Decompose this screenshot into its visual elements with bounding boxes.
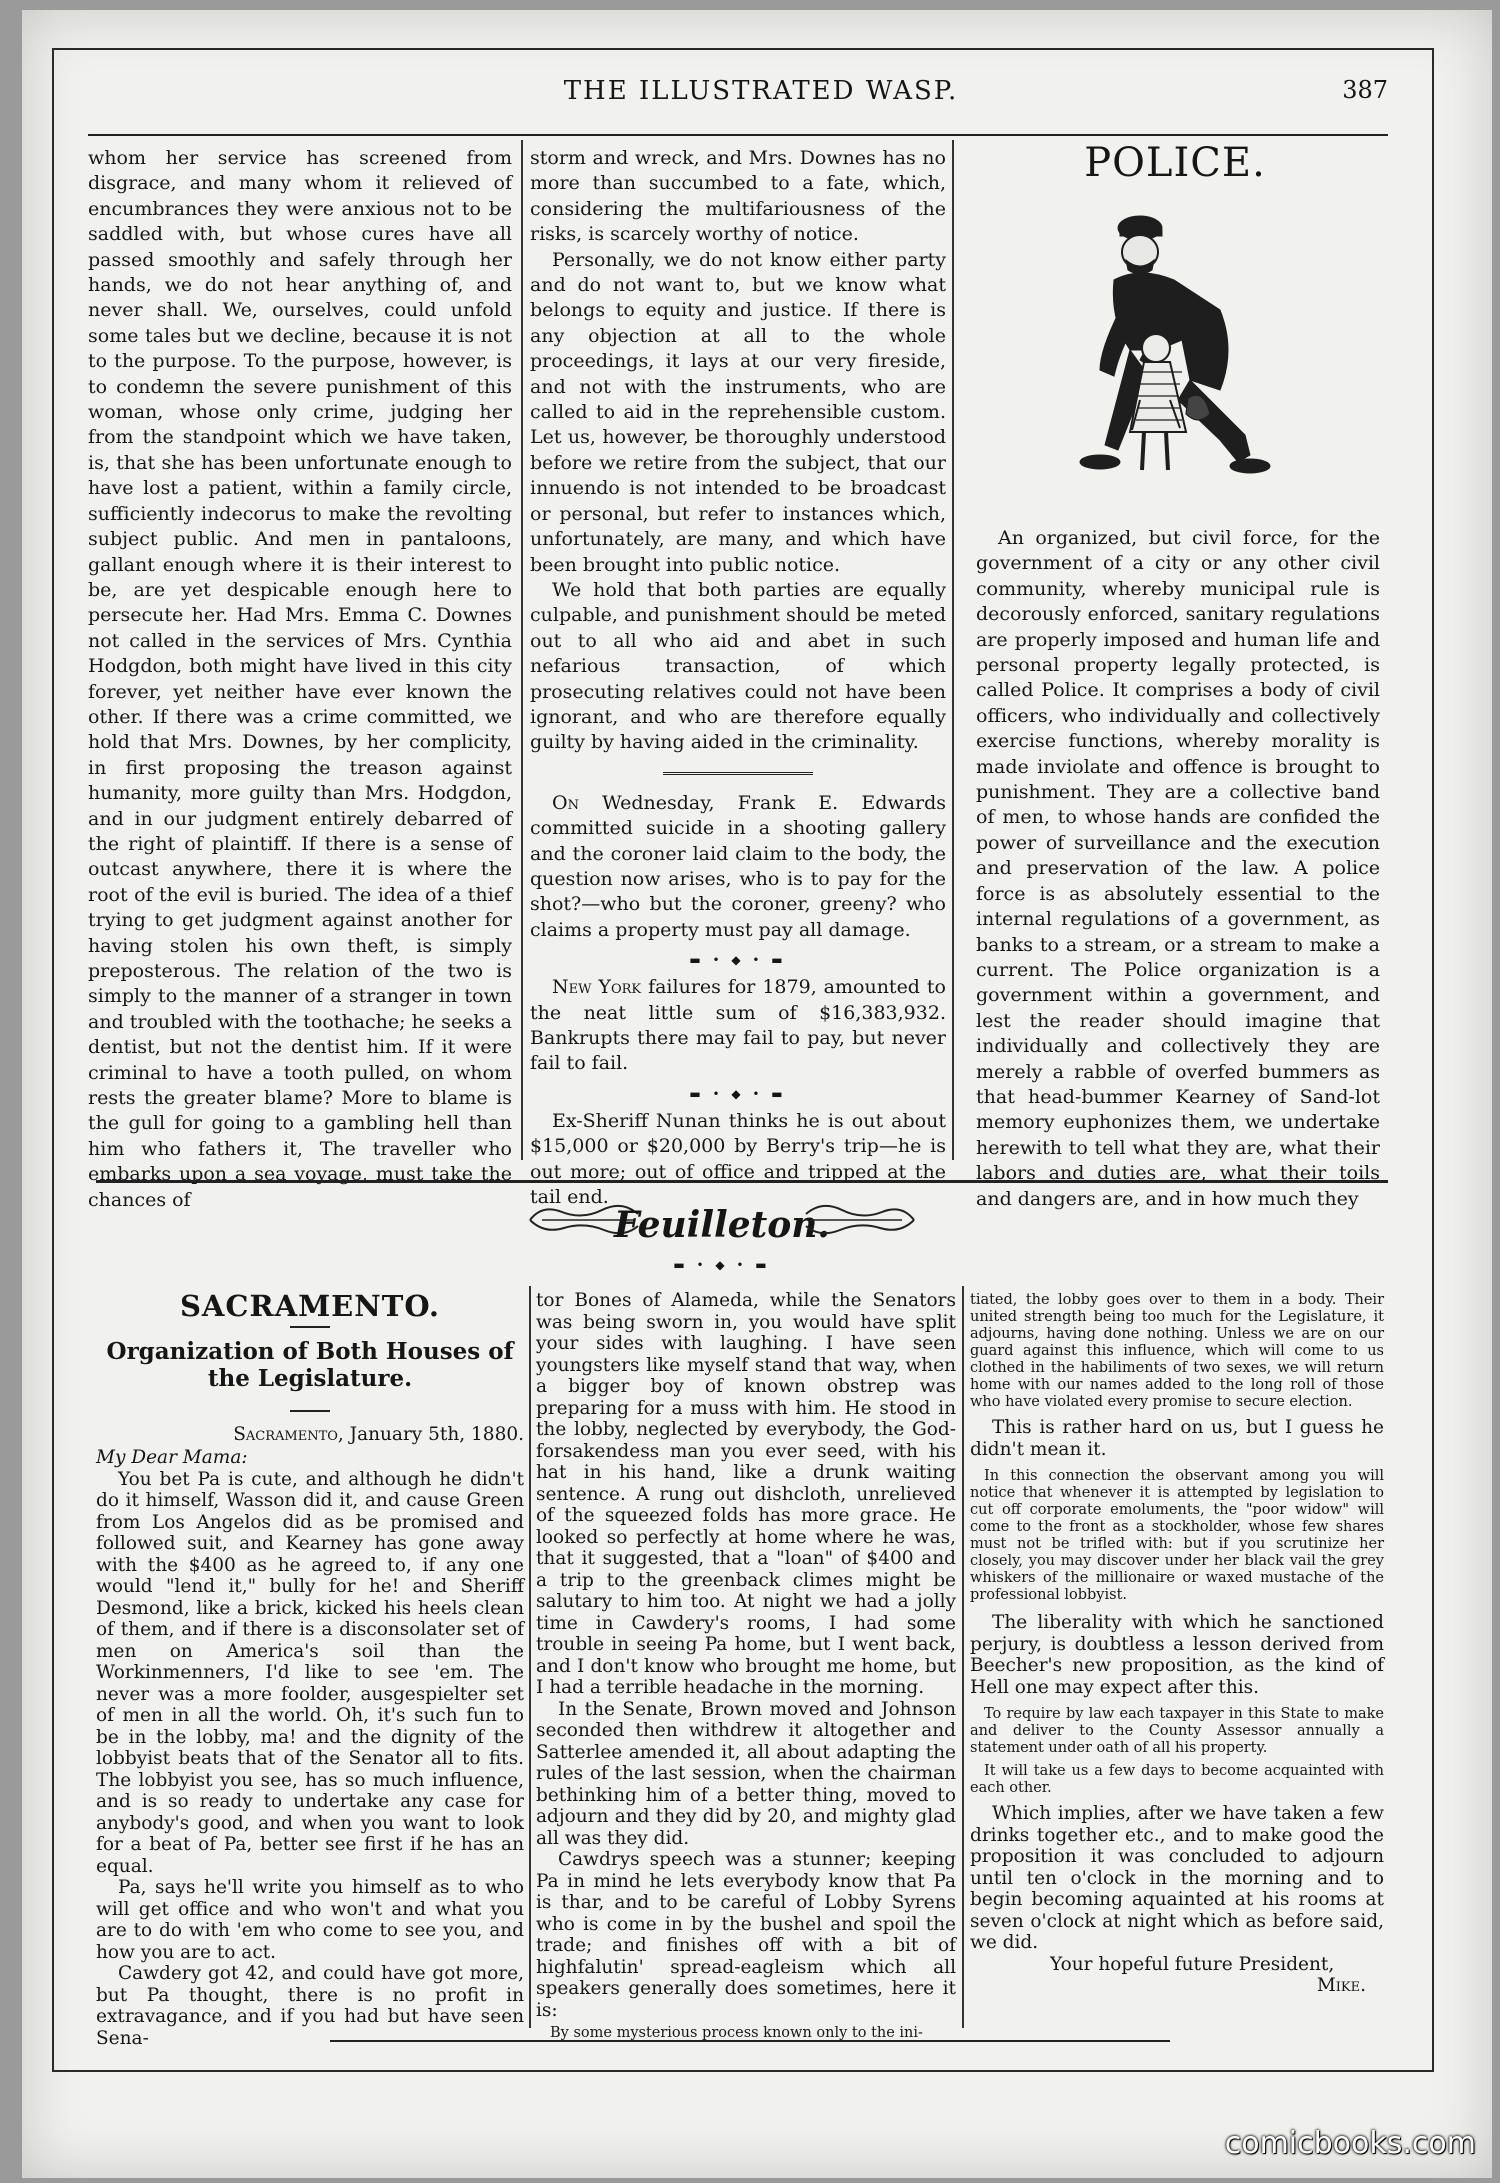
col6-quotation-3: To require by law each taxpayer in this State to make and deliver to the County Assessor annually a statement under oath of all his property. [970,1706,1384,1756]
feuilleton-banner [522,1188,922,1272]
column-6 [970,1292,1384,1997]
police-text: An organized, but civil force, for the government of a city or any other civil community, whereby municipal rule is decorously enforced, sanitary regulations are properly imposed and human life and personal property legally protected, is called Police. It comprises a body of civil officers, who individually and collectively exercise functions, whereby morality is made inviolate and offence is brought to punishment. They are a collective band of men, to whose hands are confided the power of surveillance and the execution and preservation of the law. A police force is as absolutely essential to the internal regulations of a government, as banks to a stream, or a stream to make a current. The Police organization is a government within a government, and lest the reader should imagine that individually and collectively they are merely a rabble of overfed bummers as that head-bummer Kearney of Sand-lot memory euphonizes them, we undertake herewith to tell what they are, what their labors and duties are, what their toils and dangers are, and in how much they [976,527,1380,1210]
running-head [22,76,1500,106]
col2-paragraph-6: Ex-Sheriff Nunan thinks he is out about $15,000 or $20,000 by Berry's trip—he is out more; out of office and tripped at the tail end. [530,1109,946,1209]
column-divider-4 [962,1286,964,2028]
feuilleton-separator: ▬ • ◆ • ▬ [673,1258,771,1272]
heading-rule [290,1326,330,1328]
scroll-ornament-right [802,1200,922,1240]
subheading-rule [290,1410,330,1412]
closing-line: Your hopeful future President, [1050,1953,1335,1975]
police-illustration [1070,200,1310,500]
bottom-rule [330,2040,1170,2042]
sac-paragraph-3: Cawdery got 42, and could have got more, but Pa thought, there is no profit in extravagance, and if you had but have seen Sena- [96,1963,524,2049]
col2-paragraph-5-body: failures for 1879, amounted to the neat little sum of $16,383,932. Bankrupts there may fail to pay, but never fail to fail. [530,976,946,1075]
publication-title: THE ILLUSTRATED WASP. [563,76,959,106]
col2-paragraph-4 [530,791,946,943]
dateline [96,1424,524,1446]
police-title: POLICE. [1084,140,1266,186]
sac-paragraph-1: You bet Pa is cute, and although he didn't do it himself, Wasson did it, and cause Green from Los Angelos did as be promised and followed suit, and Kearney has gone away with the $400 as he agreed to, if any one would "lend it," bully for he! and Sheriff Desmond, like a brick, kicked his heels clean of them, and if there is a disconsolater set of men on America's soil than the Workinmenners, I'd like to see 'em. The never was a more foolder, ausgespielter set of men in all the world. Oh, it's such fun to be in the lobby, ma! and the dignity of the lobbyist beats that of the Senator all to fits. The lobbyist you see, has so much influence, and is so ready to undertake any case for anybody's good, and when you want to look for a beat of Pa, better see first if he has an equal. [96,1468,524,1877]
dateline-place: Sacramento, [233,1423,344,1445]
col2-paragraph-3: We hold that both parties are equally culpable, and punishment should be meted out to all who aid and abet in such nefarious transaction, of which prosecuting relatives could not have been ignorant, and who are therefore equally guilty by having aided in the criminality. [530,578,946,754]
column-1-text: whom her service has screened from disgrace, and many whom it relieved of encumbrances they were anxious not to be saddled with, but whose cures have all passed smoothly and safely through her hands, we do not hear anything of, and never shall. We, ourselves, could unfold some tales but we decline, because it is not to the purpose. To the purpose, however, is to condemn the severe punishment of this woman, whose only crime, judging her from the standpoint which we have taken, is, that she has been unfortunate enough to have lost a patient, within a family circle, sufficiently indecorus to make the revolting subject public. And men in pantaloons, gallant enough where it is their interest to be, are yet despicable enough here to persecute her. Had Mrs. Emma C. Downes not called in the services of Mrs. Cynthia Hodgdon, both might have lived in this city forever, yet neither have ever known the other. If there was a crime committed, we hold that Mrs. Downes, by her complicity, in first proposing the treason against humanity, more guilty than Mrs. Hodgdon, and in our judgment entirely debarred of the right of plaintiff. If there is a sense of outcast anywhere, there it is where the root of the evil is buried. The idea of a thief trying to get judgment against another for having stolen his own theft, is simply preposterous. The relation of the two is simply to the manner of a stranger in town and troubled with the toothache; he seeks a dentist, but not the dentist him. If it were criminal to have a tooth pulled, on whom rests the greater blame? More to blame is the gull for going to a gambling hell than him who fathers it, The traveller who embarks upon a sea voyage, must take the chances of [88,147,512,1211]
feuilleton-label: Feuilleton. [614,1204,830,1246]
col6-quotation-4: It will take us a few days to become acquainted with each other. [970,1763,1384,1796]
col5-paragraph-2: In the Senate, Brown moved and Johnson seconded then withdrew it altogether and Satterlee amended it, all about adapting the rules of the last session, when the chairman bethinking him of a better thing, moved to adjourn and they did by 20, and mighty glad all was they did. [536,1698,956,1849]
col2-paragraph-2: Personally, we do not know either party and do not want to, but we know what belongs to equity and justice. If there is any objection at all to the whole proceedings, it lays at our very fireside, and not with the instruments, who are called to aid in the reprehensible custom. Let us, however, be thoroughly understood before we retire from the subject, that our innuendo is not intended to be broadcast or personal, but refer to instances which, unfortunately, are many, and which have been brought into public notice. [530,248,946,576]
col6-quotation-2: In this connection the observant among you will notice that whenever it is attempted by legislation to cut off corporate emoluments, the "poor widow" will come to the front as a stockholder, whose few shares must not be trifled with: but if you scrutinize her closely, you may discover under her black vail the grey whiskers of the millionaire or waxed mustache of the professional lobbyist. [970,1468,1384,1603]
dateline-date: January 5th, 1880. [343,1423,524,1445]
column-3 [976,526,1380,1212]
column-divider-3 [529,1286,531,2028]
salutation: My Dear Mama: [96,1447,248,1468]
col6-paragraph-2: The liberality with which he sanctioned perjury, is doubtless a lesson derived from Beecher's new proposition, as the kind of Hell one may expect after this. [970,1612,1384,1698]
col6-quotation-1: tiated, the lobby goes over to them in a body. Their united strength being too much for the Legislature, it adjourns, having done nothing. Unless we are on our guard against this influence, which will come to us clothed in the habiliments of two sexes, we will return home with our names added to the long roll of those who have violated every promise to secure election. [970,1292,1384,1410]
signature: Mike. [1316,1975,1366,1996]
item-separator: ▬ • ◆ • ▬ [689,953,787,968]
item-separator: ▬ • ◆ • ▬ [689,1086,787,1101]
sacramento-subheading: Organization of Both Houses of the Legislature. [106,1337,514,1392]
page-number: 387 [1342,76,1388,104]
watermark: comicbooks.com [1224,2126,1476,2161]
col6-paragraph-3: Which implies, after we have taken a few drinks together etc., and to make good the proposition it was concluded to adjourn until ten o'clock in the morning and to begin becoming aquainted at his rooms at seven o'clock at night which as before said, we did. [970,1803,1384,1953]
col5-paragraph-3: Cawdrys speech was a stunner; keeping Pa in mind he lets everybody know that Pa is thar, and to be careful of Lobby Syrens who is come in by the bushel and spoil the trade; and finishes off with a bit of highfalutin' spread-eagleism which all speakers generally does sometimes, here it is: [536,1849,956,2021]
column-divider-2 [952,140,954,1160]
sac-paragraph-2: Pa, says he'll write you himself as to who will get office and who won't and what you are to do with 'em who come to see you, and how you are to act. [96,1877,524,1963]
col5-paragraph-1: tor Bones of Alameda, while the Senators was being sworn in, you would have split your sides with laughing. I have seen youngsters like myself stand that way, when a bigger boy of known obstrep was preparing for a muss with him. He stood in the lobby, neglected by everybody, the God-forsakendess man you ever seed, with his hat in his hand, like a drunk waiting sentence. A rung out dishcloth, unrelieved of the squeezed folds has more grace. He looked so perfectly at home where he was, that it suggested, that a "loan" of $400 and a trip to the greenback climes might be salutary to him too. At night we had a jolly time in Cawdery's rooms, I had some trouble in seeing Pa home, but I went back, and I don't know who brought me home, but I had a terrible headache in the morning. [536,1290,956,1698]
lead-word: On [552,791,579,814]
col2-paragraph-4-body: Wednesday, Frank E. Edwards committed suicide in a shooting gallery and the coroner laid claim to the body, the question now arises, who is to pay for the shot?—who but the coroner, greeny? who claims a property must pay all damage. [530,791,946,941]
col2-paragraph-1: storm and wreck, and Mrs. Downes has no more than succumbed to a fate, which, considering the multifariousness of the risks, is scarcely worthy of notice. [530,147,946,246]
col6-paragraph-1: This is rather hard on us, but I guess he didn't mean it. [970,1417,1384,1460]
col5-quotation: By some mysterious process known only to the ini- [550,2025,923,2041]
section-rule [663,772,813,775]
col2-paragraph-5 [530,975,946,1077]
lead-word: New York [552,976,642,999]
section-divider [96,1180,1388,1183]
column-5 [536,1290,956,2042]
column-1 [88,146,512,1213]
header-rule [88,134,1388,136]
column-4 [96,1286,524,2049]
column-2 [530,146,946,1210]
column-divider-1 [521,140,523,1160]
sacramento-heading: SACRAMENTO. [179,1289,441,1323]
